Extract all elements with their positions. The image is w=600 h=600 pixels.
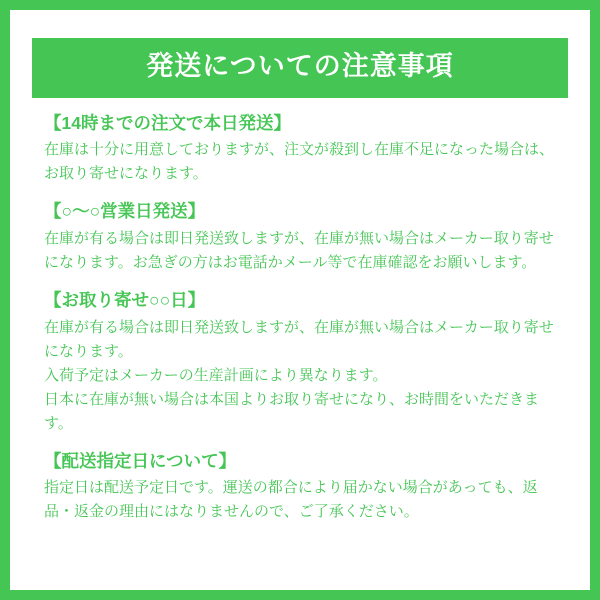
notice-section <box>44 289 556 436</box>
section-line: 在庫が有る場合は即日発送致しますが、在庫が無い場合はメーカー取り寄せになります。 <box>44 318 554 360</box>
notice-section <box>44 112 556 187</box>
section-line: 入荷予定はメーカーの生産計画により異なります。 <box>44 366 388 384</box>
section-body <box>44 316 556 436</box>
notice-section <box>44 200 556 275</box>
notice-sections <box>32 112 568 525</box>
section-heading: 【○～○営業日発送】 <box>44 201 206 222</box>
section-body <box>44 476 556 524</box>
section-line: 在庫が有る場合は即日発送致しますが、在庫が無い場合はメーカー取り寄せになります。お急ぎの方はお電話かメール等で在庫確認をお願いします。 <box>44 229 554 271</box>
notice-section <box>44 450 556 525</box>
section-heading: 【14時までの注文で本日発送】 <box>44 112 291 133</box>
section-heading: 【お取り寄せ○○日】 <box>44 289 206 310</box>
section-line: 日本に在庫が無い場合は本国よりお取り寄せになり、お時間をいただきます。 <box>44 390 540 432</box>
section-body <box>44 138 556 186</box>
section-line: 指定日は配送予定日です。運送の都合により届かない場合があっても、返品・返金の理由にはなりませんので、ご了承ください。 <box>44 479 538 521</box>
section-body <box>44 227 556 275</box>
section-line: 在庫は十分に用意しておりますが、注文が殺到し在庫不足になった場合は、お取り寄せになります。 <box>44 141 555 183</box>
section-heading: 【配送指定日について】 <box>44 450 237 471</box>
page-title: 発送についての注意事項 <box>32 38 568 98</box>
